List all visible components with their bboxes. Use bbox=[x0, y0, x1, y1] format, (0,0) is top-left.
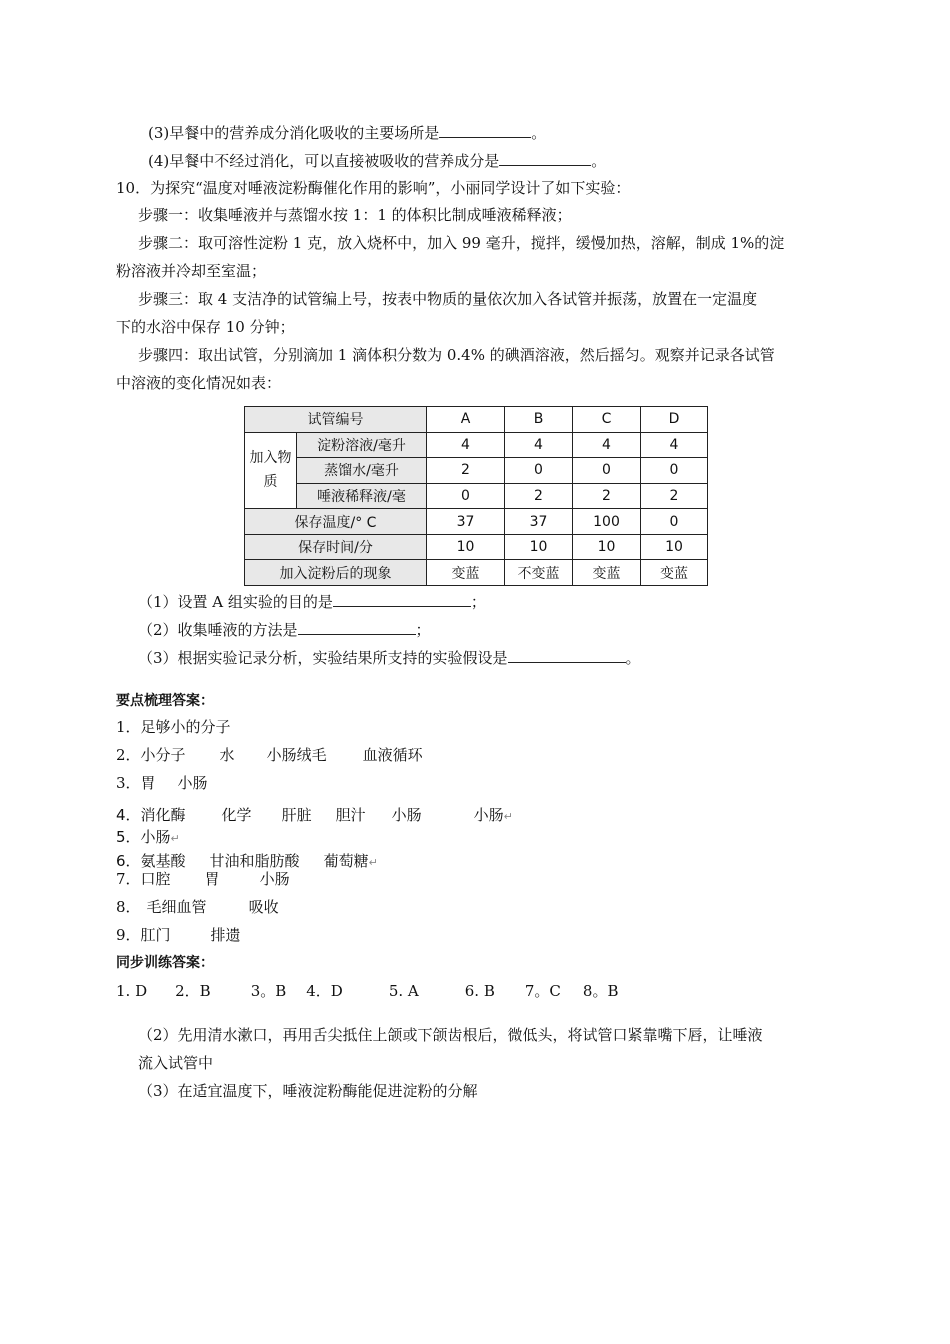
cell: 变蓝 bbox=[573, 560, 641, 586]
answer-blank[interactable] bbox=[508, 646, 626, 663]
col-a: A bbox=[427, 407, 505, 433]
cell: 4 bbox=[573, 432, 641, 458]
table-row bbox=[245, 458, 708, 484]
cell: 2 bbox=[427, 458, 505, 484]
q10-step4-cont: 中溶液的变化情况如表： bbox=[116, 374, 282, 392]
cell: 0 bbox=[505, 458, 573, 484]
paragraph-mark-icon: ↵ bbox=[368, 856, 378, 869]
sync-answer-2-cont: 流入试管中 bbox=[138, 1054, 214, 1072]
cell: 4 bbox=[427, 432, 505, 458]
q10-step3: 步骤三：取 4 支洁净的试管编上号，按表中物质的量依次加入各试管并振荡，放置在一定温度 bbox=[138, 290, 758, 308]
table-row bbox=[245, 534, 708, 560]
table-row bbox=[245, 432, 708, 458]
q10-step2: 步骤二：取可溶性淀粉 1 克，放入烧杯中，加入 99 毫升，搅拌，缓慢加热，溶解，制成 1%的淀 bbox=[138, 234, 785, 252]
cell: 2 bbox=[505, 483, 573, 509]
cell: 不变蓝 bbox=[505, 560, 573, 586]
col-b: B bbox=[505, 407, 573, 433]
q10-step2-cont: 粉溶液并冷却至室温； bbox=[116, 262, 267, 280]
cell: 10 bbox=[427, 534, 505, 560]
group-label: 加入物质 bbox=[245, 432, 297, 509]
answer-line-5: 5．小肠↵ bbox=[116, 828, 180, 846]
row-label: 蒸馏水/毫升 bbox=[297, 458, 427, 484]
row-label: 淀粉溶液/毫升 bbox=[297, 432, 427, 458]
row-label: 保存温度/° C bbox=[245, 509, 427, 535]
row-label: 加入淀粉后的现象 bbox=[245, 560, 427, 586]
answer-line-8: 8． 毛细血管 吸收 bbox=[116, 898, 279, 916]
q10-step3-cont: 下的水浴中保存 10 分钟； bbox=[116, 318, 295, 336]
answer-line-4: 4．消化酶 化学 肝脏 胆汁 小肠 小肠↵ bbox=[116, 806, 513, 824]
header-label: 试管编号 bbox=[245, 407, 427, 433]
sync-answer-3: （3）在适宜温度下，唾液淀粉酶能促进淀粉的分解 bbox=[138, 1082, 478, 1100]
table-row bbox=[245, 560, 708, 586]
cell: 100 bbox=[573, 509, 641, 535]
cell: 0 bbox=[573, 458, 641, 484]
answer-blank[interactable] bbox=[499, 149, 591, 166]
answer-line-6: 6．氨基酸 甘油和脂肪酸 葡萄糖↵ bbox=[116, 852, 378, 870]
cell: 10 bbox=[573, 534, 641, 560]
answer-line-2: 2．小分子 水 小肠绒毛 血液循环 bbox=[116, 746, 423, 764]
table-row bbox=[245, 509, 708, 535]
answer-line-1: 1．足够小的分子 bbox=[116, 718, 231, 736]
answer-line-9: 9．肛门 排遗 bbox=[116, 926, 241, 944]
q9-item4: (4)早餐中不经过消化，可以直接被吸收的营养成分是 。 bbox=[148, 149, 606, 172]
answers-heading-sync-training: 同步训练答案： bbox=[116, 955, 214, 971]
answers-heading-key-points: 要点梳理答案： bbox=[116, 693, 214, 709]
answer-line-7: 7．口腔 胃 小肠 bbox=[116, 870, 290, 888]
q10-sub1: （1）设置 A 组实验的目的是 ； bbox=[138, 590, 486, 613]
cell: 4 bbox=[505, 432, 573, 458]
cell: 37 bbox=[427, 509, 505, 535]
q10-step4: 步骤四：取出试管，分别滴加 1 滴体积分数为 0.4% 的碘酒溶液，然后摇匀。观察并记录各试管 bbox=[138, 346, 775, 364]
answer-blank[interactable] bbox=[439, 121, 531, 138]
col-c: C bbox=[573, 407, 641, 433]
col-d: D bbox=[641, 407, 708, 433]
cell: 2 bbox=[573, 483, 641, 509]
experiment-table bbox=[244, 406, 708, 586]
answer-blank[interactable] bbox=[333, 590, 471, 607]
cell: 4 bbox=[641, 432, 708, 458]
q9-item3: (3)早餐中的营养成分消化吸收的主要场所是 。 bbox=[148, 121, 546, 144]
q10-intro: 10．为探究“温度对唾液淀粉酶催化作用的影响”，小丽同学设计了如下实验： bbox=[116, 179, 631, 197]
cell: 变蓝 bbox=[641, 560, 708, 586]
mc-answers: 1. D 2．B 3。B 4．D 5. A 6. B 7。C 8。B bbox=[116, 982, 619, 1000]
row-label: 保存时间/分 bbox=[245, 534, 427, 560]
cell: 2 bbox=[641, 483, 708, 509]
cell: 10 bbox=[641, 534, 708, 560]
cell: 变蓝 bbox=[427, 560, 505, 586]
answer-line-3: 3．胃 小肠 bbox=[116, 774, 208, 792]
cell: 37 bbox=[505, 509, 573, 535]
cell: 10 bbox=[505, 534, 573, 560]
sync-answer-2: （2）先用清水漱口，再用舌尖抵住上颌或下颌齿根后，微低头，将试管口紧靠嘴下唇，让唾液 bbox=[138, 1026, 763, 1044]
q10-sub3: （3）根据实验记录分析，实验结果所支持的实验假设是 。 bbox=[138, 646, 641, 669]
table-header-row bbox=[245, 407, 708, 433]
q10-step1: 步骤一：收集唾液并与蒸馏水按 1：1 的体积比制成唾液稀释液； bbox=[138, 206, 572, 224]
cell: 0 bbox=[641, 509, 708, 535]
row-label: 唾液稀释液/毫 bbox=[297, 483, 427, 509]
cell: 0 bbox=[641, 458, 708, 484]
table-row bbox=[245, 483, 708, 509]
paragraph-mark-icon: ↵ bbox=[503, 810, 513, 823]
q10-sub2: （2）收集唾液的方法是 ； bbox=[138, 618, 431, 641]
paragraph-mark-icon: ↵ bbox=[170, 832, 180, 845]
answer-blank[interactable] bbox=[298, 618, 416, 635]
cell: 0 bbox=[427, 483, 505, 509]
